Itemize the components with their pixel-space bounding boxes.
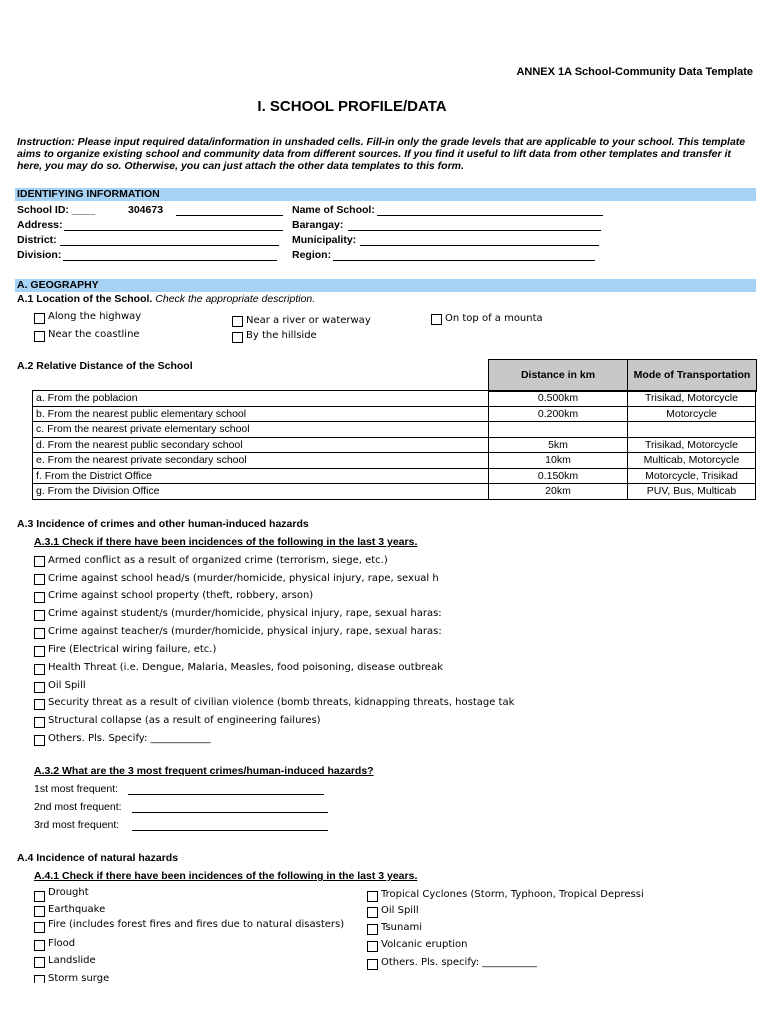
crime-label: Crime against school head/s (murder/homicide, physical injury, rape, sexual h: [48, 573, 439, 584]
crime-label: Crime against school property (theft, robbery, arson): [48, 590, 314, 601]
location-label: By the hillside: [246, 330, 317, 341]
crime-checkbox[interactable]: [34, 735, 45, 746]
table-row: [33, 422, 756, 438]
natural-label: Storm surge: [48, 973, 110, 984]
location-checkbox[interactable]: [232, 316, 243, 327]
a31-label: A.3.1 Check if there have been incidences of the following in the last 3 years.: [34, 536, 418, 548]
a2-label: A.2 Relative Distance of the School: [17, 360, 193, 372]
identifying-header: IDENTIFYING INFORMATION: [17, 188, 160, 200]
instruction-text: Instruction: Please input required data/information in unshaded cells. Fill-in only the grade levels that are applicable to your school. This template aims to organize existing school and community data from different sources. If you find it useful to lift data from other templates and transfer it here, you may do so. Otherwise, you can just attach the other data templates to this form.: [17, 136, 746, 172]
row-label: b. From the nearest public elementary school: [33, 406, 489, 422]
natural-checkbox[interactable]: [34, 906, 45, 917]
crime-checkbox[interactable]: [34, 664, 45, 675]
second-frequent-input[interactable]: [132, 812, 328, 813]
a41-label: A.4.1 Check if there have been incidences of the following in the last 3 years.: [34, 870, 418, 882]
identifying-header-band: [15, 188, 756, 201]
crime-checkbox[interactable]: [34, 699, 45, 710]
crime-checkbox[interactable]: [34, 574, 45, 585]
natural-label: Flood: [48, 938, 76, 949]
crime-label: Fire (Electrical wiring failure, etc.): [48, 644, 217, 655]
district-label: District:: [17, 234, 57, 246]
school-name-label: Name of School:: [292, 204, 375, 216]
transport-cell[interactable]: Motorcycle, Trisikad: [628, 468, 756, 484]
municipality-input[interactable]: [360, 245, 599, 246]
address-input[interactable]: [64, 230, 283, 231]
a3-label: A.3 Incidence of crimes and other human-induced hazards: [17, 518, 309, 530]
school-id-line: [176, 215, 283, 216]
transport-cell[interactable]: [628, 422, 756, 438]
geography-header-band: [15, 279, 756, 292]
row-label: g. From the Division Office: [33, 484, 489, 500]
row-label: c. From the nearest private elementary school: [33, 422, 489, 438]
location-checkbox[interactable]: [232, 332, 243, 343]
municipality-label: Municipality:: [292, 234, 357, 246]
distance-cell[interactable]: 5km: [489, 437, 628, 453]
address-label: Address:: [17, 219, 63, 231]
crime-checkbox[interactable]: [34, 610, 45, 621]
natural-checkbox[interactable]: [367, 959, 378, 970]
second-frequent-label: 2nd most frequent:: [34, 801, 122, 813]
natural-label: Tropical Cyclones (Storm, Typhoon, Tropical Depressi: [381, 889, 644, 900]
location-label: Near a river or waterway: [246, 315, 371, 326]
a32-label: A.3.2 What are the 3 most frequent crimes/human-induced hazards?: [34, 765, 374, 777]
crime-checkbox[interactable]: [34, 717, 45, 728]
location-label: On top of a mounta: [445, 313, 543, 324]
crime-label: Armed conflict as a result of organized crime (terrorism, siege, etc.): [48, 555, 388, 566]
table-row: [33, 437, 756, 453]
barangay-label: Barangay:: [292, 219, 344, 231]
location-label: Along the highway: [48, 311, 142, 322]
a1-instruction: Check the appropriate description.: [155, 293, 316, 305]
transport-cell[interactable]: Trisikad, Motorcycle: [628, 437, 756, 453]
third-frequent-input[interactable]: [132, 830, 328, 831]
row-label: a. From the poblacion: [33, 391, 489, 407]
natural-label: Volcanic eruption: [381, 939, 468, 950]
district-input[interactable]: [60, 245, 279, 246]
location-label: Near the coastline: [48, 329, 140, 340]
transport-column-header: Mode of Transportation: [627, 359, 757, 392]
crime-label: Security threat as a result of civilian violence (bomb threats, kidnapping threats, hostage tak: [48, 697, 515, 708]
natural-checkbox[interactable]: [34, 940, 45, 951]
region-label: Region:: [292, 249, 332, 261]
crime-label: Oil Spill: [48, 680, 86, 691]
crime-checkbox[interactable]: [34, 682, 45, 693]
transport-cell[interactable]: Motorcycle: [628, 406, 756, 422]
distance-cell[interactable]: 0.150km: [489, 468, 628, 484]
distance-table: [32, 390, 756, 500]
natural-checkbox[interactable]: [367, 941, 378, 952]
crime-label: Others. Pls. Specify: ____________: [48, 733, 211, 744]
row-label: e. From the nearest private secondary school: [33, 453, 489, 469]
table-row: [33, 391, 756, 407]
distance-column-header: Distance in km: [488, 359, 628, 392]
crime-label: Crime against student/s (murder/homicide, physical injury, rape, sexual haras:: [48, 608, 442, 619]
crime-checkbox[interactable]: [34, 592, 45, 603]
region-input[interactable]: [333, 260, 595, 261]
location-checkbox[interactable]: [34, 331, 45, 342]
distance-cell[interactable]: 0.200km: [489, 406, 628, 422]
crime-checkbox[interactable]: [34, 628, 45, 639]
a4-label: A.4 Incidence of natural hazards: [17, 852, 179, 864]
natural-label: Oil Spill: [381, 905, 419, 916]
school-id-label: School ID: ____: [17, 204, 96, 216]
natural-checkbox[interactable]: [34, 891, 45, 902]
school-name-input[interactable]: [377, 215, 603, 216]
table-row: [33, 406, 756, 422]
page-title: I. SCHOOL PROFILE/DATA: [257, 98, 447, 115]
distance-cell[interactable]: 0.500km: [489, 391, 628, 407]
geography-header: A. GEOGRAPHY: [17, 279, 99, 291]
natural-label: Drought: [48, 887, 89, 897]
table-row: [33, 484, 756, 500]
transport-cell[interactable]: PUV, Bus, Multicab: [628, 484, 756, 500]
barangay-input[interactable]: [348, 230, 601, 231]
natural-label: Landslide: [48, 955, 96, 966]
division-input[interactable]: [63, 260, 277, 261]
distance-cell[interactable]: 10km: [489, 453, 628, 469]
annex-title: ANNEX 1A School-Community Data Template: [516, 66, 753, 78]
crime-label: Crime against teacher/s (murder/homicide, physical injury, rape, sexual haras:: [48, 626, 442, 637]
crime-checkbox[interactable]: [34, 646, 45, 657]
natural-checkbox[interactable]: [34, 957, 45, 968]
a1-row: [17, 293, 315, 305]
distance-cell[interactable]: [489, 422, 628, 438]
natural-checkbox[interactable]: [367, 891, 378, 902]
third-frequent-label: 3rd most frequent:: [34, 819, 120, 831]
distance-cell[interactable]: 20km: [489, 484, 628, 500]
first-frequent-label: 1st most frequent:: [34, 783, 119, 795]
row-label: f. From the District Office: [33, 468, 489, 484]
table-row: [33, 468, 756, 484]
table-row: [33, 453, 756, 469]
transport-cell[interactable]: Trisikad, Motorcycle: [628, 391, 756, 407]
division-label: Division:: [17, 249, 62, 261]
natural-label: Earthquake: [48, 904, 106, 915]
school-id-value[interactable]: 304673: [128, 204, 164, 216]
first-frequent-input[interactable]: [128, 794, 324, 795]
transport-cell[interactable]: Multicab, Motorcycle: [628, 453, 756, 469]
natural-checkbox[interactable]: [34, 975, 45, 983]
natural-checkbox[interactable]: [34, 922, 45, 933]
natural-label: Others. Pls. specify: ___________: [381, 957, 538, 968]
natural-checkbox[interactable]: [367, 924, 378, 935]
natural-label: Fire (includes forest fires and fires due to natural disasters): [48, 919, 345, 930]
natural-checkbox[interactable]: [367, 907, 378, 918]
a1-label: A.1 Location of the School.: [17, 293, 153, 305]
row-label: d. From the nearest public secondary school: [33, 437, 489, 453]
crime-checkbox[interactable]: [34, 556, 45, 567]
natural-label: Tsunami: [381, 922, 422, 933]
crime-label: Health Threat (i.e. Dengue, Malaria, Measles, food poisoning, disease outbreak: [48, 662, 443, 673]
location-checkbox[interactable]: [431, 314, 442, 325]
crime-label: Structural collapse (as a result of engineering failures): [48, 715, 321, 726]
location-checkbox[interactable]: [34, 313, 45, 324]
